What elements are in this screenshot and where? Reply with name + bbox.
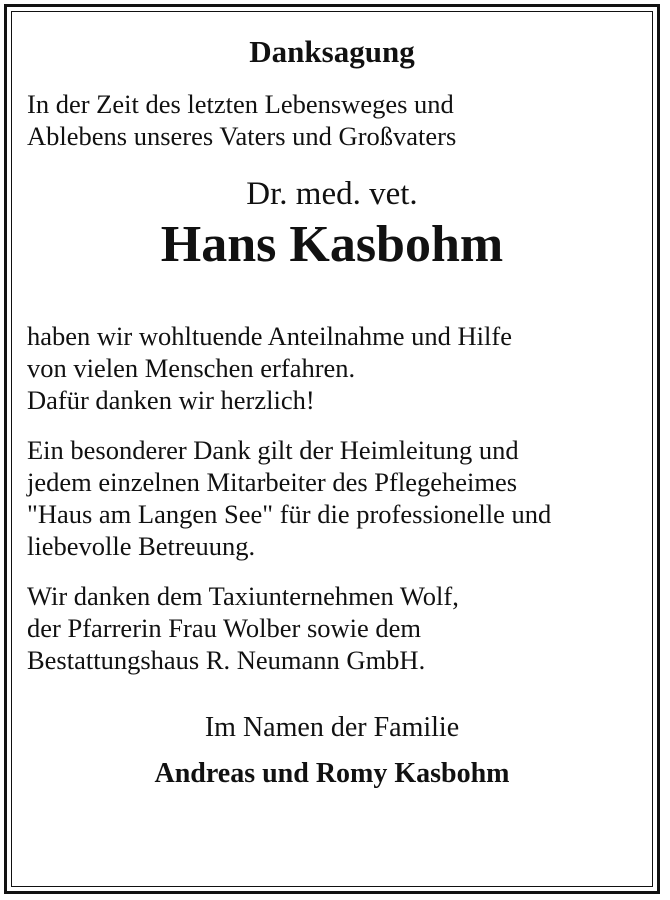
further-thanks-paragraph [27,580,637,676]
special-thanks-line: liebevolle Betreuung. [27,531,256,561]
intro-line: In der Zeit des letzten Lebensweges und [27,89,454,119]
special-thanks-line: jedem einzelnen Mitarbeiter des Pflegeheimes [27,467,518,497]
further-thanks-line: Wir danken dem Taxiunternehmen Wolf, [27,581,459,611]
intro-paragraph [27,88,637,152]
thanks-line: haben wir wohltuende Anteilnahme und Hilfe [27,321,512,351]
notice-heading: Danksagung [249,34,415,69]
special-thanks-line: "Haus am Langen See" für die professionelle und [27,499,552,529]
signoff: Im Namen der Familie [204,712,460,743]
family-signature: Andreas und Romy Kasbohm [154,758,510,789]
intro-line: Ablebens unseres Vaters und Großvaters [27,121,457,151]
further-thanks-line: der Pfarrerin Frau Wolber sowie dem [27,613,422,643]
notice-content [27,32,637,792]
thanks-line: Dafür danken wir herzlich! [27,385,315,415]
deceased-title: Dr. med. vet. [246,176,418,212]
further-thanks-line: Bestattungshaus R. Neumann GmbH. [27,645,426,675]
thanks-paragraph [27,320,637,416]
deceased-name: Hans Kasbohm [160,216,504,273]
special-thanks-paragraph [27,434,637,562]
special-thanks-line: Ein besonderer Dank gilt der Heimleitung und [27,435,519,465]
thanks-line: von vielen Menschen erfahren. [27,353,356,383]
